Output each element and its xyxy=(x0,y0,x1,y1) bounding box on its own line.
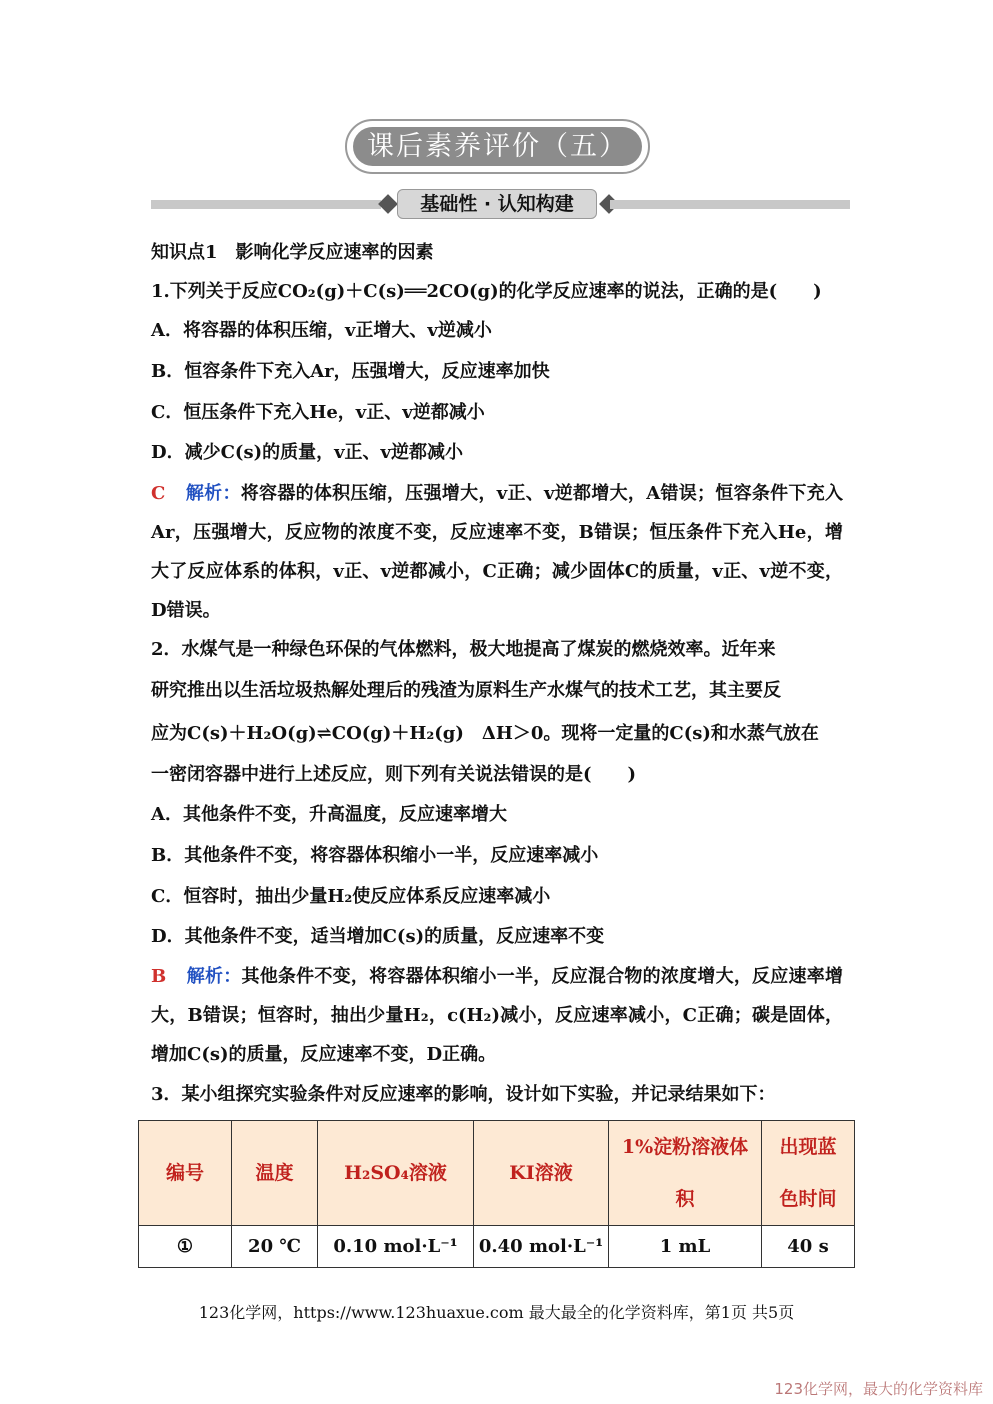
q1-option-d: D．减少C(s)的质量，v正、v逆都减小 xyxy=(151,442,464,463)
table-cell: ① xyxy=(139,1226,232,1268)
watermark: 123化学网，最大的化学资料库 xyxy=(774,1380,983,1398)
table-cell: 0.10 mol·L⁻¹ xyxy=(318,1226,474,1268)
q2-analysis-text: 其他条件不变，将容器体积缩小一半，反应混合物的浓度增大，反应速率增大，B错误；恒容时，抽出少量H₂，c(H₂)减小，反应速率减小，C正确；碳是固体，增加C(s)的质量，反应速率不变，D正确。 xyxy=(151,966,844,1065)
table-cell: 40 s xyxy=(762,1226,855,1268)
q2-option-a: A．其他条件不变，升高温度，反应速率增大 xyxy=(151,804,507,825)
q2-option-c: C．恒容时，抽出少量H₂使反应体系反应速率减小 xyxy=(151,886,551,907)
section-label: 基础性 · 认知构建 xyxy=(397,189,597,219)
col-header: 1%淀粉溶液体积 xyxy=(609,1121,762,1226)
table-cell: 20 ℃ xyxy=(232,1226,318,1268)
q1-analysis-text: 将容器的体积压缩，压强增大，v正、v逆都增大，A错误；恒容条件下充入Ar，压强增大，反应物的浓度不变，反应速率不变，B错误；恒压条件下充入He，增大了反应体系的体积，v正、v逆都减小，C正确；减少固体C的质量，v正、v逆不变，D错误。 xyxy=(151,483,843,621)
col-header: KI溶液 xyxy=(474,1121,609,1226)
table-header-row xyxy=(139,1121,855,1226)
page-title: 课后素养评价（五） xyxy=(353,127,642,166)
q1-analysis xyxy=(151,474,843,630)
q1-stem: 1.下列关于反应CO₂(g)＋C(s)══2CO(g)的化学反应速率的说法，正确的是( ) xyxy=(151,281,822,302)
knowledge-heading: 知识点1 影响化学反应速率的因素 xyxy=(151,242,434,263)
q3-stem: 3．某小组探究实验条件对反应速率的影响，设计如下实验，并记录结果如下： xyxy=(151,1084,776,1105)
q2-line2: 研究推出以生活垃圾热解处理后的残渣为原料生产水煤气的技术工艺，其主要反 xyxy=(151,680,781,701)
q2-option-b: B．其他条件不变，将容器体积缩小一半，反应速率减小 xyxy=(151,845,599,866)
q2-line1: 2．水煤气是一种绿色环保的气体燃料，极大地提高了煤炭的燃烧效率。近年来 xyxy=(151,639,776,660)
col-header: H₂SO₄溶液 xyxy=(318,1121,474,1226)
table-cell: 0.40 mol·L⁻¹ xyxy=(474,1226,609,1268)
table-row xyxy=(139,1226,855,1268)
col-header: 温度 xyxy=(232,1121,318,1226)
page-footer: 123化学网，https://www.123huaxue.com 最大最全的化学资料库，第1页 共5页 xyxy=(198,1303,795,1322)
q2-line3: 应为C(s)＋H₂O(g)⇌CO(g)＋H₂(g) ΔH＞0。现将一定量的C(s)和水蒸气放在 xyxy=(151,723,819,744)
q2-analysis xyxy=(151,957,843,1074)
divider-left xyxy=(151,200,381,209)
title-banner xyxy=(345,119,650,174)
q2-option-d: D．其他条件不变，适当增加C(s)的质量，反应速率不变 xyxy=(151,926,605,947)
table-cell: 1 mL xyxy=(609,1226,762,1268)
q1-option-a: A．将容器的体积压缩，v正增大、v逆减小 xyxy=(151,320,492,341)
q1-option-c: C．恒压条件下充入He，v正、v逆都减小 xyxy=(151,402,485,423)
col-header: 编号 xyxy=(139,1121,232,1226)
q1-answer: C xyxy=(151,483,166,504)
q2-line4: 一密闭容器中进行上述反应，则下列有关说法错误的是( ) xyxy=(151,764,637,785)
col-header: 出现蓝色时间 xyxy=(762,1121,855,1226)
q2-answer: B xyxy=(151,966,167,987)
divider-right xyxy=(610,200,850,209)
experiment-table xyxy=(138,1120,855,1268)
diamond-icon xyxy=(378,194,398,214)
q1-option-b: B．恒容条件下充入Ar，压强增大，反应速率加快 xyxy=(151,361,550,382)
q1-analysis-label: 解析： xyxy=(185,483,241,504)
q2-analysis-label: 解析： xyxy=(186,966,242,987)
